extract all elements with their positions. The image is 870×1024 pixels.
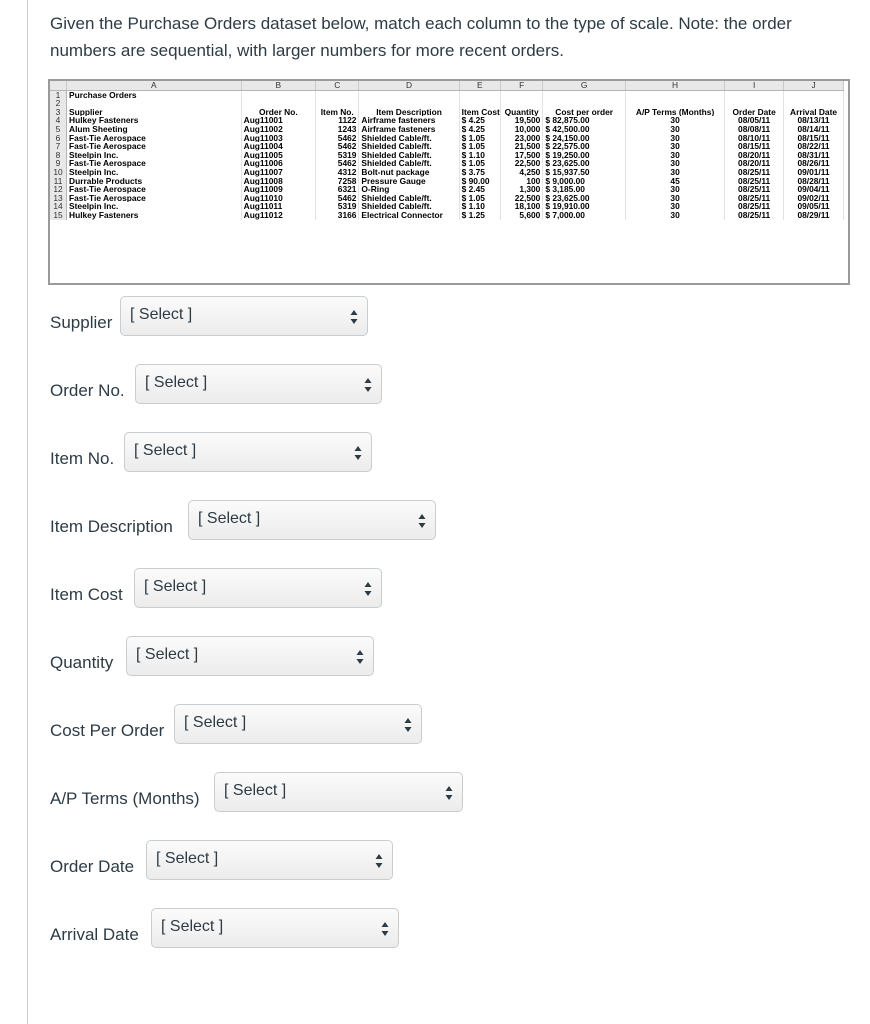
column-letter: E xyxy=(459,81,500,90)
table-cell: 30 xyxy=(625,116,724,125)
updown-arrows-icon xyxy=(356,649,364,665)
table-cell: 23,000 xyxy=(500,134,542,143)
table-cell: 30 xyxy=(625,168,724,177)
table-cell xyxy=(359,90,459,99)
table-cell: $ 2.45 xyxy=(459,185,500,194)
column-letter: F xyxy=(500,81,542,90)
table-cell: 7258 xyxy=(316,177,359,186)
table-cell xyxy=(500,90,542,99)
table-cell: 08/25/11 xyxy=(725,185,784,194)
table-cell: Order Date xyxy=(725,108,784,117)
ap-terms-select[interactable] xyxy=(214,772,463,812)
select-label: Item No. xyxy=(50,449,115,468)
table-cell xyxy=(316,99,359,108)
table-cell: $ 90.00 xyxy=(459,177,500,186)
table-cell: Hulkey Fasteners xyxy=(67,116,242,125)
table-cell: 09/01/11 xyxy=(784,168,844,177)
select-value: [ Select ] xyxy=(198,510,261,527)
table-cell: Steelpin Inc. xyxy=(67,168,242,177)
table-cell: Bolt-nut package xyxy=(359,168,459,177)
table-cell: Aug11008 xyxy=(241,177,315,186)
table-cell: 4312 xyxy=(316,168,359,177)
row-number: 4 xyxy=(50,116,67,125)
table-cell: $ 42,500.00 xyxy=(543,125,626,134)
column-header-row xyxy=(50,81,844,90)
select-value: [ Select ] xyxy=(156,850,219,867)
table-cell: 10,000 xyxy=(500,125,542,134)
table-cell: 5462 xyxy=(316,159,359,168)
item-cost-select[interactable] xyxy=(134,568,382,608)
table-cell: $ 1.05 xyxy=(459,142,500,151)
table-row xyxy=(50,194,844,203)
table-cell: $ 4.25 xyxy=(459,116,500,125)
select-value: [ Select ] xyxy=(184,714,247,731)
updown-arrows-icon xyxy=(375,853,383,869)
table-cell: 30 xyxy=(625,125,724,134)
row-number: 6 xyxy=(50,134,67,143)
table-cell: 08/14/11 xyxy=(784,125,844,134)
table-row xyxy=(50,90,844,99)
table-cell: $ 4.25 xyxy=(459,125,500,134)
table-cell: Aug11012 xyxy=(241,211,315,220)
table-cell: $ 1.10 xyxy=(459,202,500,211)
cost-per-order-select[interactable] xyxy=(174,704,422,744)
table-cell: Aug11005 xyxy=(241,151,315,160)
select-label: A/P Terms (Months) xyxy=(50,789,200,808)
table-cell: 30 xyxy=(625,194,724,203)
table-cell: $ 7,000.00 xyxy=(543,211,626,220)
table-cell: 1122 xyxy=(316,116,359,125)
table-cell: 09/02/11 xyxy=(784,194,844,203)
table-cell: 3166 xyxy=(316,211,359,220)
table-cell: A/P Terms (Months) xyxy=(625,108,724,117)
quantity-select[interactable] xyxy=(126,636,374,676)
table-cell: $ 15,937.50 xyxy=(543,168,626,177)
table-cell: $ 3.75 xyxy=(459,168,500,177)
select-label: Item Cost xyxy=(50,585,123,604)
table-cell: 08/15/11 xyxy=(725,142,784,151)
table-cell: Alum Sheeting xyxy=(67,125,242,134)
table-row xyxy=(50,116,844,125)
table-cell: 08/15/11 xyxy=(784,134,844,143)
table-cell: Shielded Cable/ft. xyxy=(359,151,459,160)
select-value: [ Select ] xyxy=(134,442,197,459)
spreadsheet-image xyxy=(48,79,850,285)
select-value: [ Select ] xyxy=(130,306,193,323)
table-cell: Aug11004 xyxy=(241,142,315,151)
select-label: Quantity xyxy=(50,653,114,672)
table-cell: Shielded Cable/ft. xyxy=(359,159,459,168)
table-cell: Item Cost xyxy=(459,108,500,117)
table-cell: Aug11007 xyxy=(241,168,315,177)
updown-arrows-icon xyxy=(350,309,358,325)
table-cell: Pressure Gauge xyxy=(359,177,459,186)
table-cell: 08/13/11 xyxy=(784,116,844,125)
table-cell: 30 xyxy=(625,142,724,151)
table-cell: O-Ring xyxy=(359,185,459,194)
table-cell: 08/31/11 xyxy=(784,151,844,160)
table-cell: 08/25/11 xyxy=(725,211,784,220)
table-cell xyxy=(625,90,724,99)
table-cell: 45 xyxy=(625,177,724,186)
table-cell: Order No. xyxy=(241,108,315,117)
table-cell: 100 xyxy=(500,177,542,186)
table-cell: Item No. xyxy=(316,108,359,117)
table-cell: Shielded Cable/ft. xyxy=(359,202,459,211)
table-cell: Electrical Connector xyxy=(359,211,459,220)
row-number: 14 xyxy=(50,202,67,211)
row-number: 1 xyxy=(50,90,67,99)
table-cell: Shielded Cable/ft. xyxy=(359,142,459,151)
table-cell: $ 19,910.00 xyxy=(543,202,626,211)
table-cell: 08/25/11 xyxy=(725,194,784,203)
select-label: Item Description xyxy=(50,517,173,536)
table-cell: 19,500 xyxy=(500,116,542,125)
table-cell: $ 24,150.00 xyxy=(543,134,626,143)
table-cell xyxy=(543,99,626,108)
table-cell: Fast-Tie Aerospace xyxy=(67,142,242,151)
select-value: [ Select ] xyxy=(136,646,199,663)
table-cell: 22,500 xyxy=(500,159,542,168)
table-cell: Fast-Tie Aerospace xyxy=(67,185,242,194)
table-cell: $ 1.05 xyxy=(459,194,500,203)
supplier-select[interactable] xyxy=(120,296,368,336)
table-cell: 08/08/11 xyxy=(725,125,784,134)
table-cell: 5462 xyxy=(316,134,359,143)
table-cell: 4,250 xyxy=(500,168,542,177)
table-cell: $ 22,575.00 xyxy=(543,142,626,151)
table-row xyxy=(50,159,844,168)
table-cell: 08/10/11 xyxy=(725,134,784,143)
arrival-date-select[interactable] xyxy=(151,908,399,948)
table-cell: 30 xyxy=(625,211,724,220)
table-cell: Supplier xyxy=(67,108,242,117)
updown-arrows-icon xyxy=(364,581,372,597)
table-cell: Aug11011 xyxy=(241,202,315,211)
row-number: 11 xyxy=(50,177,67,186)
table-row xyxy=(50,142,844,151)
updown-arrows-icon xyxy=(354,445,362,461)
table-row xyxy=(50,108,844,117)
table-cell: Aug11001 xyxy=(241,116,315,125)
table-cell: Cost per order xyxy=(543,108,626,117)
table-cell: 30 xyxy=(625,134,724,143)
row-number: 12 xyxy=(50,185,67,194)
content-left-border xyxy=(27,0,28,1024)
table-cell: Shielded Cable/ft. xyxy=(359,194,459,203)
table-cell: 08/26/11 xyxy=(784,159,844,168)
table-cell: Steelpin Inc. xyxy=(67,202,242,211)
item-no-select[interactable] xyxy=(124,432,372,472)
column-letter: D xyxy=(359,81,459,90)
table-cell: 09/04/11 xyxy=(784,185,844,194)
table-row xyxy=(50,134,844,143)
table-cell: 5462 xyxy=(316,142,359,151)
table-cell: Aug11003 xyxy=(241,134,315,143)
table-cell: Purchase Orders xyxy=(67,90,242,99)
row-number: 5 xyxy=(50,125,67,134)
table-cell: Aug11002 xyxy=(241,125,315,134)
table-cell: Fast-Tie Aerospace xyxy=(67,134,242,143)
table-cell: $ 1.05 xyxy=(459,159,500,168)
row-number: 3 xyxy=(50,108,67,117)
table-row xyxy=(50,168,844,177)
table-row xyxy=(50,99,844,108)
table-cell: 08/25/11 xyxy=(725,177,784,186)
item-description-select[interactable] xyxy=(188,500,436,540)
question-text: Given the Purchase Orders dataset below, match each column to the type of scale. Note: the order numbers are sequential, with larger numbers for more recent orders. xyxy=(50,14,792,60)
select-label: Cost Per Order xyxy=(50,721,165,740)
table-cell: $ 23,625.00 xyxy=(543,194,626,203)
column-letter: B xyxy=(241,81,315,90)
table-cell: 09/05/11 xyxy=(784,202,844,211)
table-cell: Durrable Products xyxy=(67,177,242,186)
table-cell xyxy=(625,99,724,108)
table-cell: $ 1.25 xyxy=(459,211,500,220)
column-letter xyxy=(50,81,67,90)
table-cell: Arrival Date xyxy=(784,108,844,117)
table-cell: 1,300 xyxy=(500,185,542,194)
table-cell: 08/22/11 xyxy=(784,142,844,151)
table-cell: 30 xyxy=(625,202,724,211)
table-cell: 30 xyxy=(625,185,724,194)
updown-arrows-icon xyxy=(445,785,453,801)
row-number: 13 xyxy=(50,194,67,203)
table-row xyxy=(50,177,844,186)
column-letter: A xyxy=(67,81,242,90)
table-cell: $ 9,000.00 xyxy=(543,177,626,186)
table-cell: 5319 xyxy=(316,151,359,160)
select-label: Order Date xyxy=(50,857,135,876)
table-cell xyxy=(500,99,542,108)
table-cell: $ 23,625.00 xyxy=(543,159,626,168)
table-cell xyxy=(784,90,844,99)
table-cell: Aug11009 xyxy=(241,185,315,194)
row-number: 15 xyxy=(50,211,67,220)
table-cell: 08/28/11 xyxy=(784,177,844,186)
table-cell: Quantity xyxy=(500,108,542,117)
table-cell: 08/20/11 xyxy=(725,151,784,160)
table-cell: 5,600 xyxy=(500,211,542,220)
row-number: 2 xyxy=(50,99,67,108)
table-cell: 17,500 xyxy=(500,151,542,160)
table-row xyxy=(50,151,844,160)
table-cell xyxy=(543,90,626,99)
updown-arrows-icon xyxy=(364,377,372,393)
updown-arrows-icon xyxy=(418,513,426,529)
table-cell: 1243 xyxy=(316,125,359,134)
table-cell xyxy=(241,90,315,99)
table-cell: Airframe fasteners xyxy=(359,116,459,125)
table-cell: $ 19,250.00 xyxy=(543,151,626,160)
table-cell: 5319 xyxy=(316,202,359,211)
select-value: [ Select ] xyxy=(145,374,208,391)
table-cell: 08/29/11 xyxy=(784,211,844,220)
table-cell xyxy=(725,99,784,108)
select-label: Arrival Date xyxy=(50,925,139,944)
row-number: 10 xyxy=(50,168,67,177)
table-cell: $ 82,875.00 xyxy=(543,116,626,125)
table-cell: $ 1.10 xyxy=(459,151,500,160)
select-label: Order No. xyxy=(50,381,125,400)
table-cell: $ 3,185.00 xyxy=(543,185,626,194)
table-cell: 08/05/11 xyxy=(725,116,784,125)
order-no-select[interactable] xyxy=(135,364,382,404)
table-cell: Steelpin Inc. xyxy=(67,151,242,160)
table-cell: 18,100 xyxy=(500,202,542,211)
row-number: 8 xyxy=(50,151,67,160)
table-cell xyxy=(459,99,500,108)
table-cell: Shielded Cable/ft. xyxy=(359,134,459,143)
column-letter: C xyxy=(316,81,359,90)
updown-arrows-icon xyxy=(381,921,389,937)
table-cell xyxy=(784,99,844,108)
table-cell xyxy=(67,99,242,108)
table-cell: 22,500 xyxy=(500,194,542,203)
table-cell: Aug11006 xyxy=(241,159,315,168)
column-letter: G xyxy=(543,81,626,90)
select-value: [ Select ] xyxy=(144,578,207,595)
table-cell: Fast-Tie Aerospace xyxy=(67,194,242,203)
table-cell xyxy=(241,99,315,108)
select-value: [ Select ] xyxy=(224,782,287,799)
table-cell: 5462 xyxy=(316,194,359,203)
table-cell: 08/20/11 xyxy=(725,159,784,168)
row-number: 7 xyxy=(50,142,67,151)
column-letter: J xyxy=(784,81,844,90)
table-row xyxy=(50,211,844,220)
order-date-select[interactable] xyxy=(146,840,393,880)
updown-arrows-icon xyxy=(404,717,412,733)
table-cell xyxy=(359,99,459,108)
table-cell: Item Description xyxy=(359,108,459,117)
table-cell: Hulkey Fasteners xyxy=(67,211,242,220)
table-cell xyxy=(316,90,359,99)
table-cell: 21,500 xyxy=(500,142,542,151)
table-cell: 08/25/11 xyxy=(725,202,784,211)
table-cell: Fast-Tie Aerospace xyxy=(67,159,242,168)
table-cell xyxy=(459,90,500,99)
table-cell: 30 xyxy=(625,151,724,160)
table-row xyxy=(50,125,844,134)
table-cell: 08/25/11 xyxy=(725,168,784,177)
table-row xyxy=(50,202,844,211)
select-value: [ Select ] xyxy=(161,918,224,935)
table-row xyxy=(50,185,844,194)
select-label: Supplier xyxy=(50,313,113,332)
table-cell: 30 xyxy=(625,159,724,168)
purchase-orders-table xyxy=(50,81,844,220)
table-cell xyxy=(725,90,784,99)
table-cell: Airframe fasteners xyxy=(359,125,459,134)
table-cell: Aug11010 xyxy=(241,194,315,203)
table-cell: $ 1.05 xyxy=(459,134,500,143)
column-letter: I xyxy=(725,81,784,90)
table-cell: 6321 xyxy=(316,185,359,194)
row-number: 9 xyxy=(50,159,67,168)
column-letter: H xyxy=(625,81,724,90)
